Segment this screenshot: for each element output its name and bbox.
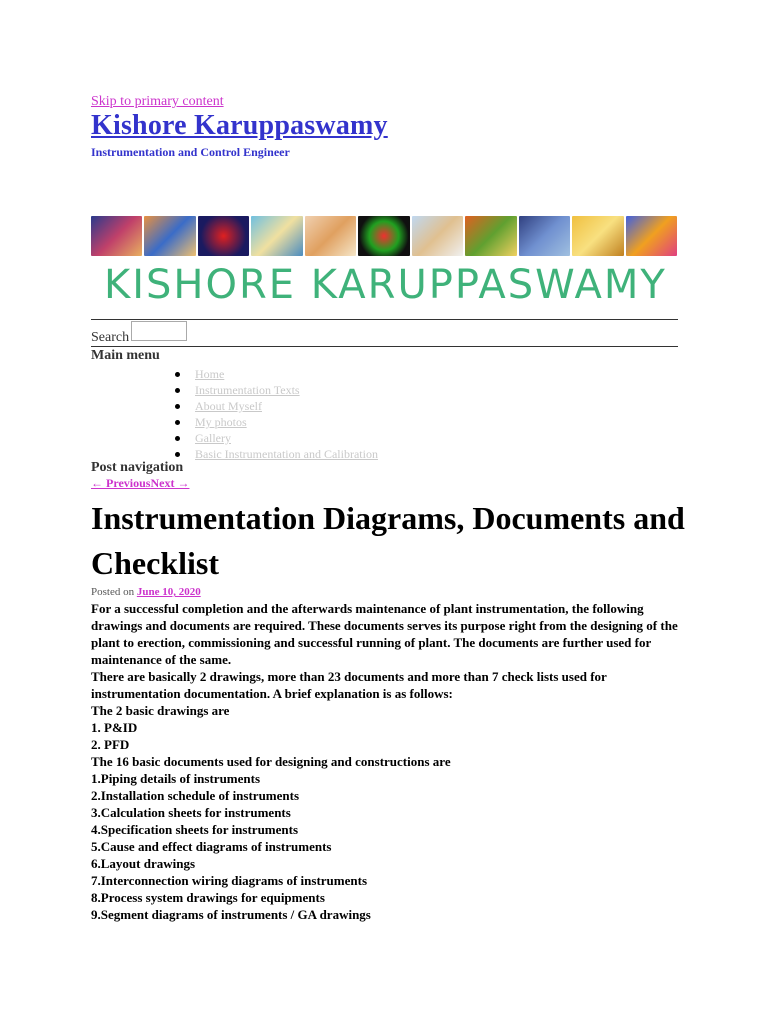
bullet-icon (175, 372, 180, 377)
content-line: 1. P&ID (91, 720, 138, 735)
bullet-icon (175, 420, 180, 425)
content-line: The 2 basic drawings are (91, 703, 230, 718)
content-line: 9.Segment diagrams of instruments / GA drawings (91, 907, 371, 922)
content-line: 1.Piping details of instruments (91, 771, 261, 786)
content-line: 2. PFD (91, 737, 130, 752)
content-line: 2.Installation schedule of instruments (91, 788, 300, 803)
banner-image (626, 216, 677, 256)
banner-image (144, 216, 195, 256)
post-meta (91, 586, 201, 598)
bullet-icon (175, 388, 180, 393)
menu-item-basic-instrumentation[interactable] (175, 446, 378, 462)
menu-item-label: Home (195, 367, 225, 381)
menu-item-label: Basic Instrumentation and Calibration (195, 447, 378, 461)
post-navigation-heading: Post navigation (91, 460, 184, 475)
banner-image (519, 216, 570, 256)
skip-to-content-link[interactable]: Skip to primary content (91, 94, 224, 109)
post-date-link[interactable]: June 10, 2020 (136, 586, 201, 598)
posted-on-label: Posted on (91, 586, 135, 598)
menu-item-label: About Myself (195, 399, 262, 413)
site-title-link[interactable]: Kishore Karuppaswamy (91, 110, 388, 141)
banner-image (251, 216, 302, 256)
bullet-icon (175, 452, 180, 457)
main-menu-heading: Main menu (91, 348, 160, 363)
banner-image (305, 216, 356, 256)
header-divider (91, 319, 678, 320)
previous-post-link[interactable]: ← Previous (91, 476, 151, 490)
main-menu (175, 366, 378, 462)
content-line: 6.Layout drawings (91, 856, 196, 871)
content-line: 8.Process system drawings for equipments (91, 890, 325, 905)
post-title: Instrumentation Diagrams, Documents and Checklist (91, 500, 685, 581)
menu-item-label: Instrumentation Texts (195, 383, 300, 397)
content-line: There are basically 2 drawings, more than 23 documents and more than 7 check lists used for instrumentation documentation. A brief explanation is as follows: (91, 669, 607, 701)
banner-name-text: KISHORE KARUPPASWAMY (104, 262, 667, 308)
banner-image (412, 216, 463, 256)
header-divider (91, 346, 678, 347)
content-line: 5.Cause and effect diagrams of instruments (91, 839, 332, 854)
post-content (91, 600, 691, 923)
next-post-link[interactable]: Next → (150, 476, 190, 490)
content-line: The 16 basic documents used for designing and constructions are (91, 754, 451, 769)
banner-image (358, 216, 409, 256)
post-navigation-links (91, 476, 189, 491)
content-line: 4.Specification sheets for instruments (91, 822, 299, 837)
banner-image (91, 216, 142, 256)
banner-image (465, 216, 516, 256)
banner-image (198, 216, 249, 256)
menu-item-instrumentation-texts[interactable] (175, 382, 378, 398)
menu-item-home[interactable] (175, 366, 378, 382)
content-line: For a successful completion and the afterwards maintenance of plant instrumentation, the following drawings and documents are required. These documents serves its purpose right from the designing of the plant to erection, commissioning and successful running of plant. The documents are further used for maintenance of the same. (91, 601, 678, 667)
bullet-icon (175, 436, 180, 441)
site-description: Instrumentation and Control Engineer (91, 145, 290, 159)
menu-item-my-photos[interactable] (175, 414, 378, 430)
content-line: 3.Calculation sheets for instruments (91, 805, 291, 820)
search-input[interactable] (131, 321, 187, 341)
search-label: Search (91, 330, 130, 345)
bullet-icon (175, 404, 180, 409)
banner-image (572, 216, 623, 256)
header-banner-images (91, 216, 677, 256)
menu-item-label: My photos (195, 415, 247, 429)
menu-item-about-myself[interactable] (175, 398, 378, 414)
content-line: 7.Interconnection wiring diagrams of instruments (91, 873, 368, 888)
menu-item-label: Gallery (195, 431, 231, 445)
menu-item-gallery[interactable] (175, 430, 378, 446)
